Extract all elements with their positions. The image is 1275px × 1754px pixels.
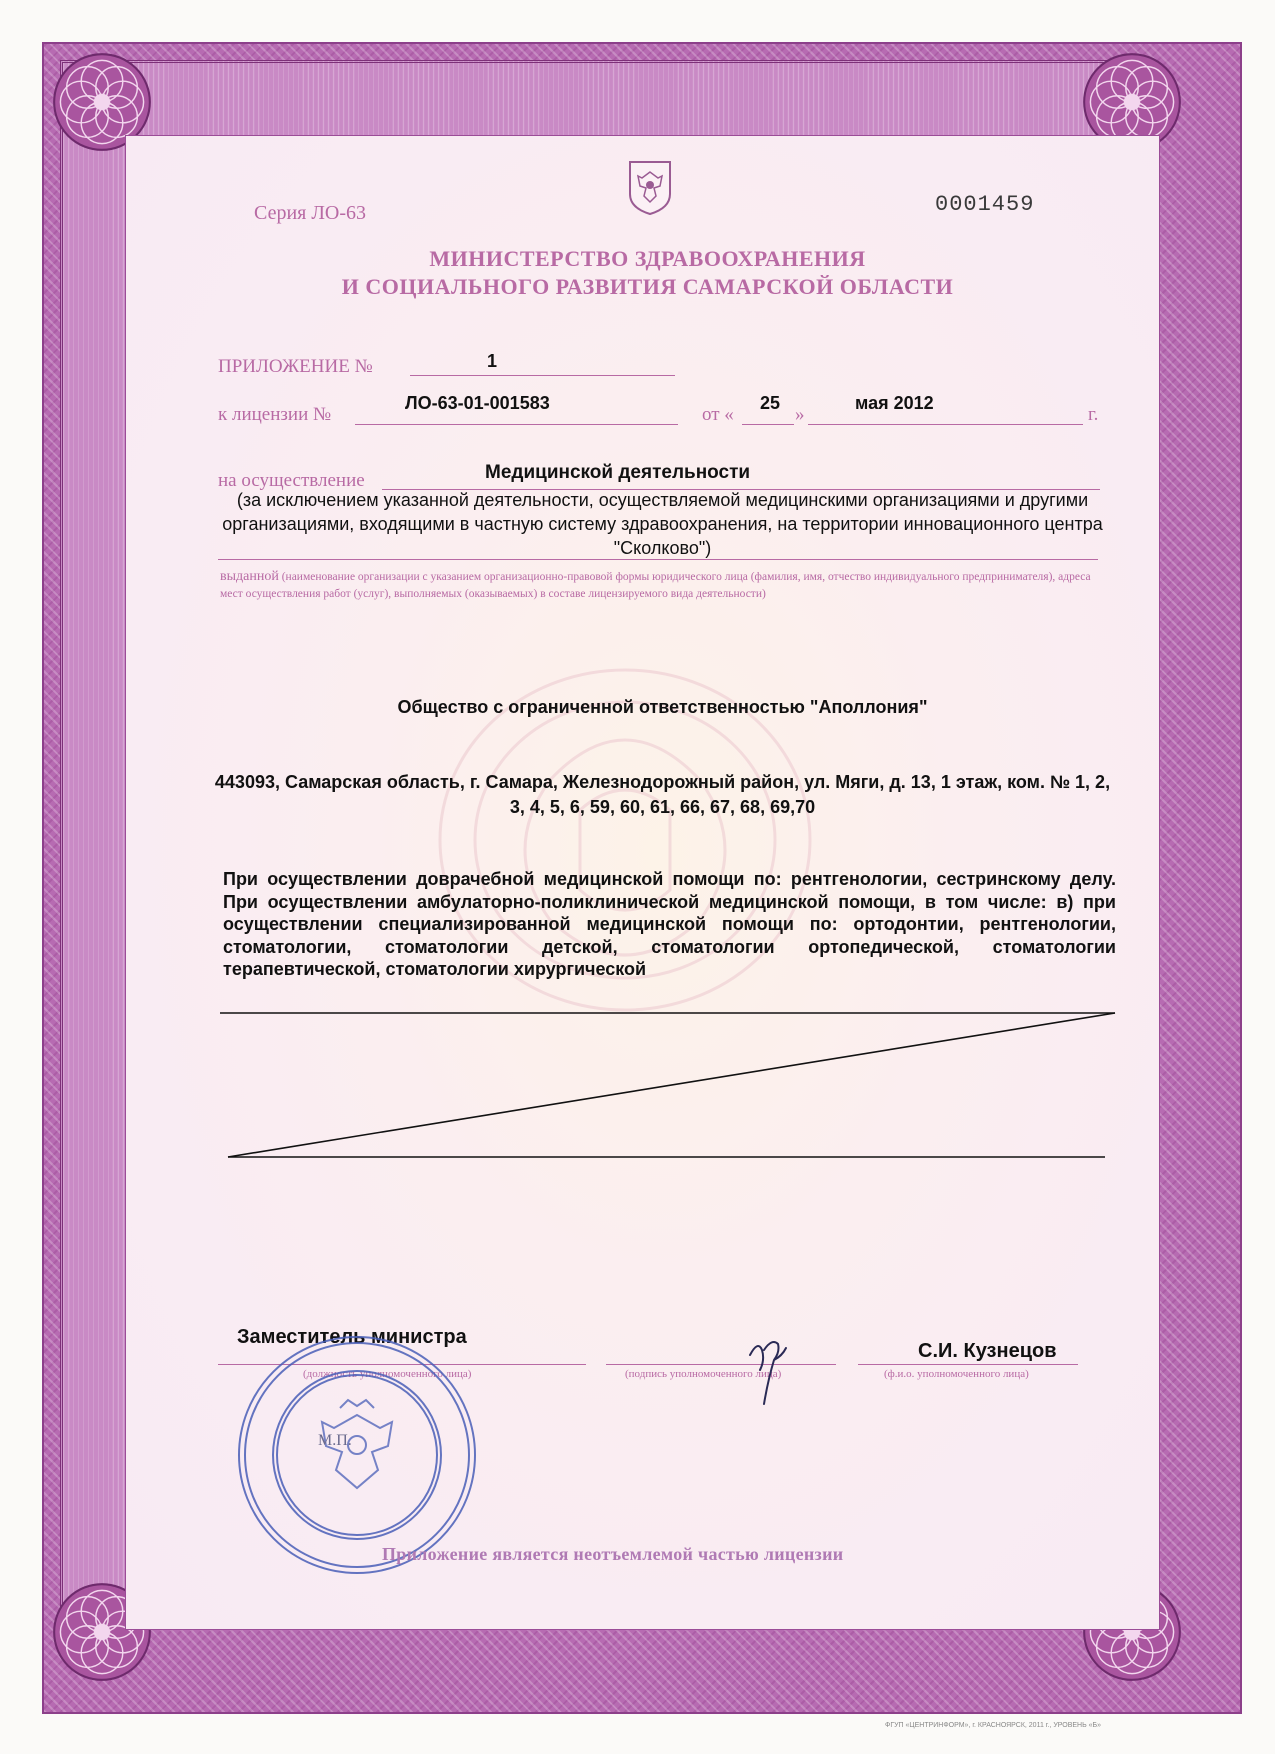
date-suffix: г.	[1088, 404, 1099, 425]
license-number-underline	[355, 424, 678, 425]
coat-of-arms-emblem-icon	[626, 158, 674, 216]
issued-hint-text: (наименование организации с указанием организационно-правовой формы юридического лица (фамилия, имя, отчество индивидуального предпринимателя), адреса мест осуществления работ (услуг), выполняемых (оказываемых) в составе лицензируемого вида деятельности)	[220, 571, 1091, 600]
activity-exclusion-note: (за исключением указанной деятельности, осуществляемой медицинскими организациями и другими организациями, входящими в частную систему здравоохранения, на территории инновационного центра "Сколково")	[222, 490, 1103, 558]
issued-hint	[220, 568, 1110, 603]
appendix-integral-note: Приложение является неотъемлемой частью лицензии	[382, 1544, 844, 1564]
license-label: к лицензии №	[218, 404, 332, 425]
organization-address: 443093, Самарская область, г. Самара, Железнодорожный район, ул. Мяги, д. 13, 1 этаж, ком. № 1, 2, 3, 4, 5, 6, 59, 60, 61, 66, 67, 68, 69,70	[214, 772, 1111, 817]
blank-area-strike-lines	[220, 1005, 1120, 1165]
name-hint: (ф.и.о. уполномоченного лица)	[884, 1368, 1029, 1380]
signatory-position: Заместитель министра	[237, 1326, 467, 1348]
appendix-number: 1	[487, 351, 498, 371]
organization-name: Общество с ограниченной ответственностью "Аполлония"	[397, 697, 928, 717]
handwritten-signature	[720, 1320, 810, 1410]
appendix-underline	[410, 375, 675, 376]
date-day-underline	[742, 424, 794, 425]
license-number: ЛО-63-01-001583	[405, 393, 550, 413]
activity-type: Медицинской деятельности	[485, 462, 751, 483]
name-underline	[858, 1364, 1078, 1365]
form-number: 0001459	[935, 192, 1035, 217]
services-description: При осуществлении доврачебной медицинской помощи по: рентгенологии, сестринскому делу. При осуществлении амбулаторно-поликлинической медицинской помощи, в том числе: в) при осуществлении специализированной медицинской помощи по: ортодонтии, рентгенологии, стоматологии, стоматологии детской, стоматологии ортопедической, стоматологии терапевтической, стоматологии хирургической	[223, 869, 1116, 979]
date-from-label: от «	[702, 404, 734, 425]
printer-imprint: ФГУП «ЦЕНТРИНФОРМ», г. КРАСНОЯРСК, 2011 г., УРОВЕНЬ «Б»	[885, 1722, 1102, 1729]
ministry-title-line1: МИНИСТЕРСТВО ЗДРАВООХРАНЕНИЯ	[429, 246, 866, 271]
seal-place-mark: М.П.	[318, 1432, 352, 1449]
ministry-title-line2: И СОЦИАЛЬНОГО РАЗВИТИЯ САМАРСКОЙ ОБЛАСТИ	[341, 274, 954, 299]
date-day: 25	[760, 393, 781, 413]
note-underline	[218, 559, 1098, 560]
signature-hint: (подпись уполномоченного лица)	[625, 1368, 782, 1380]
issued-label: выданной	[220, 569, 279, 584]
appendix-label: ПРИЛОЖЕНИЕ №	[218, 356, 373, 377]
series-label: Серия ЛО-63	[254, 202, 367, 224]
date-month-year: мая 2012	[855, 393, 934, 413]
position-hint: (должность уполномоченного лица)	[303, 1368, 472, 1380]
date-month-underline	[808, 424, 1083, 425]
date-close-quote: »	[795, 404, 805, 425]
activity-label: на осуществление	[218, 470, 365, 491]
signatory-name: С.И. Кузнецов	[918, 1340, 1057, 1362]
